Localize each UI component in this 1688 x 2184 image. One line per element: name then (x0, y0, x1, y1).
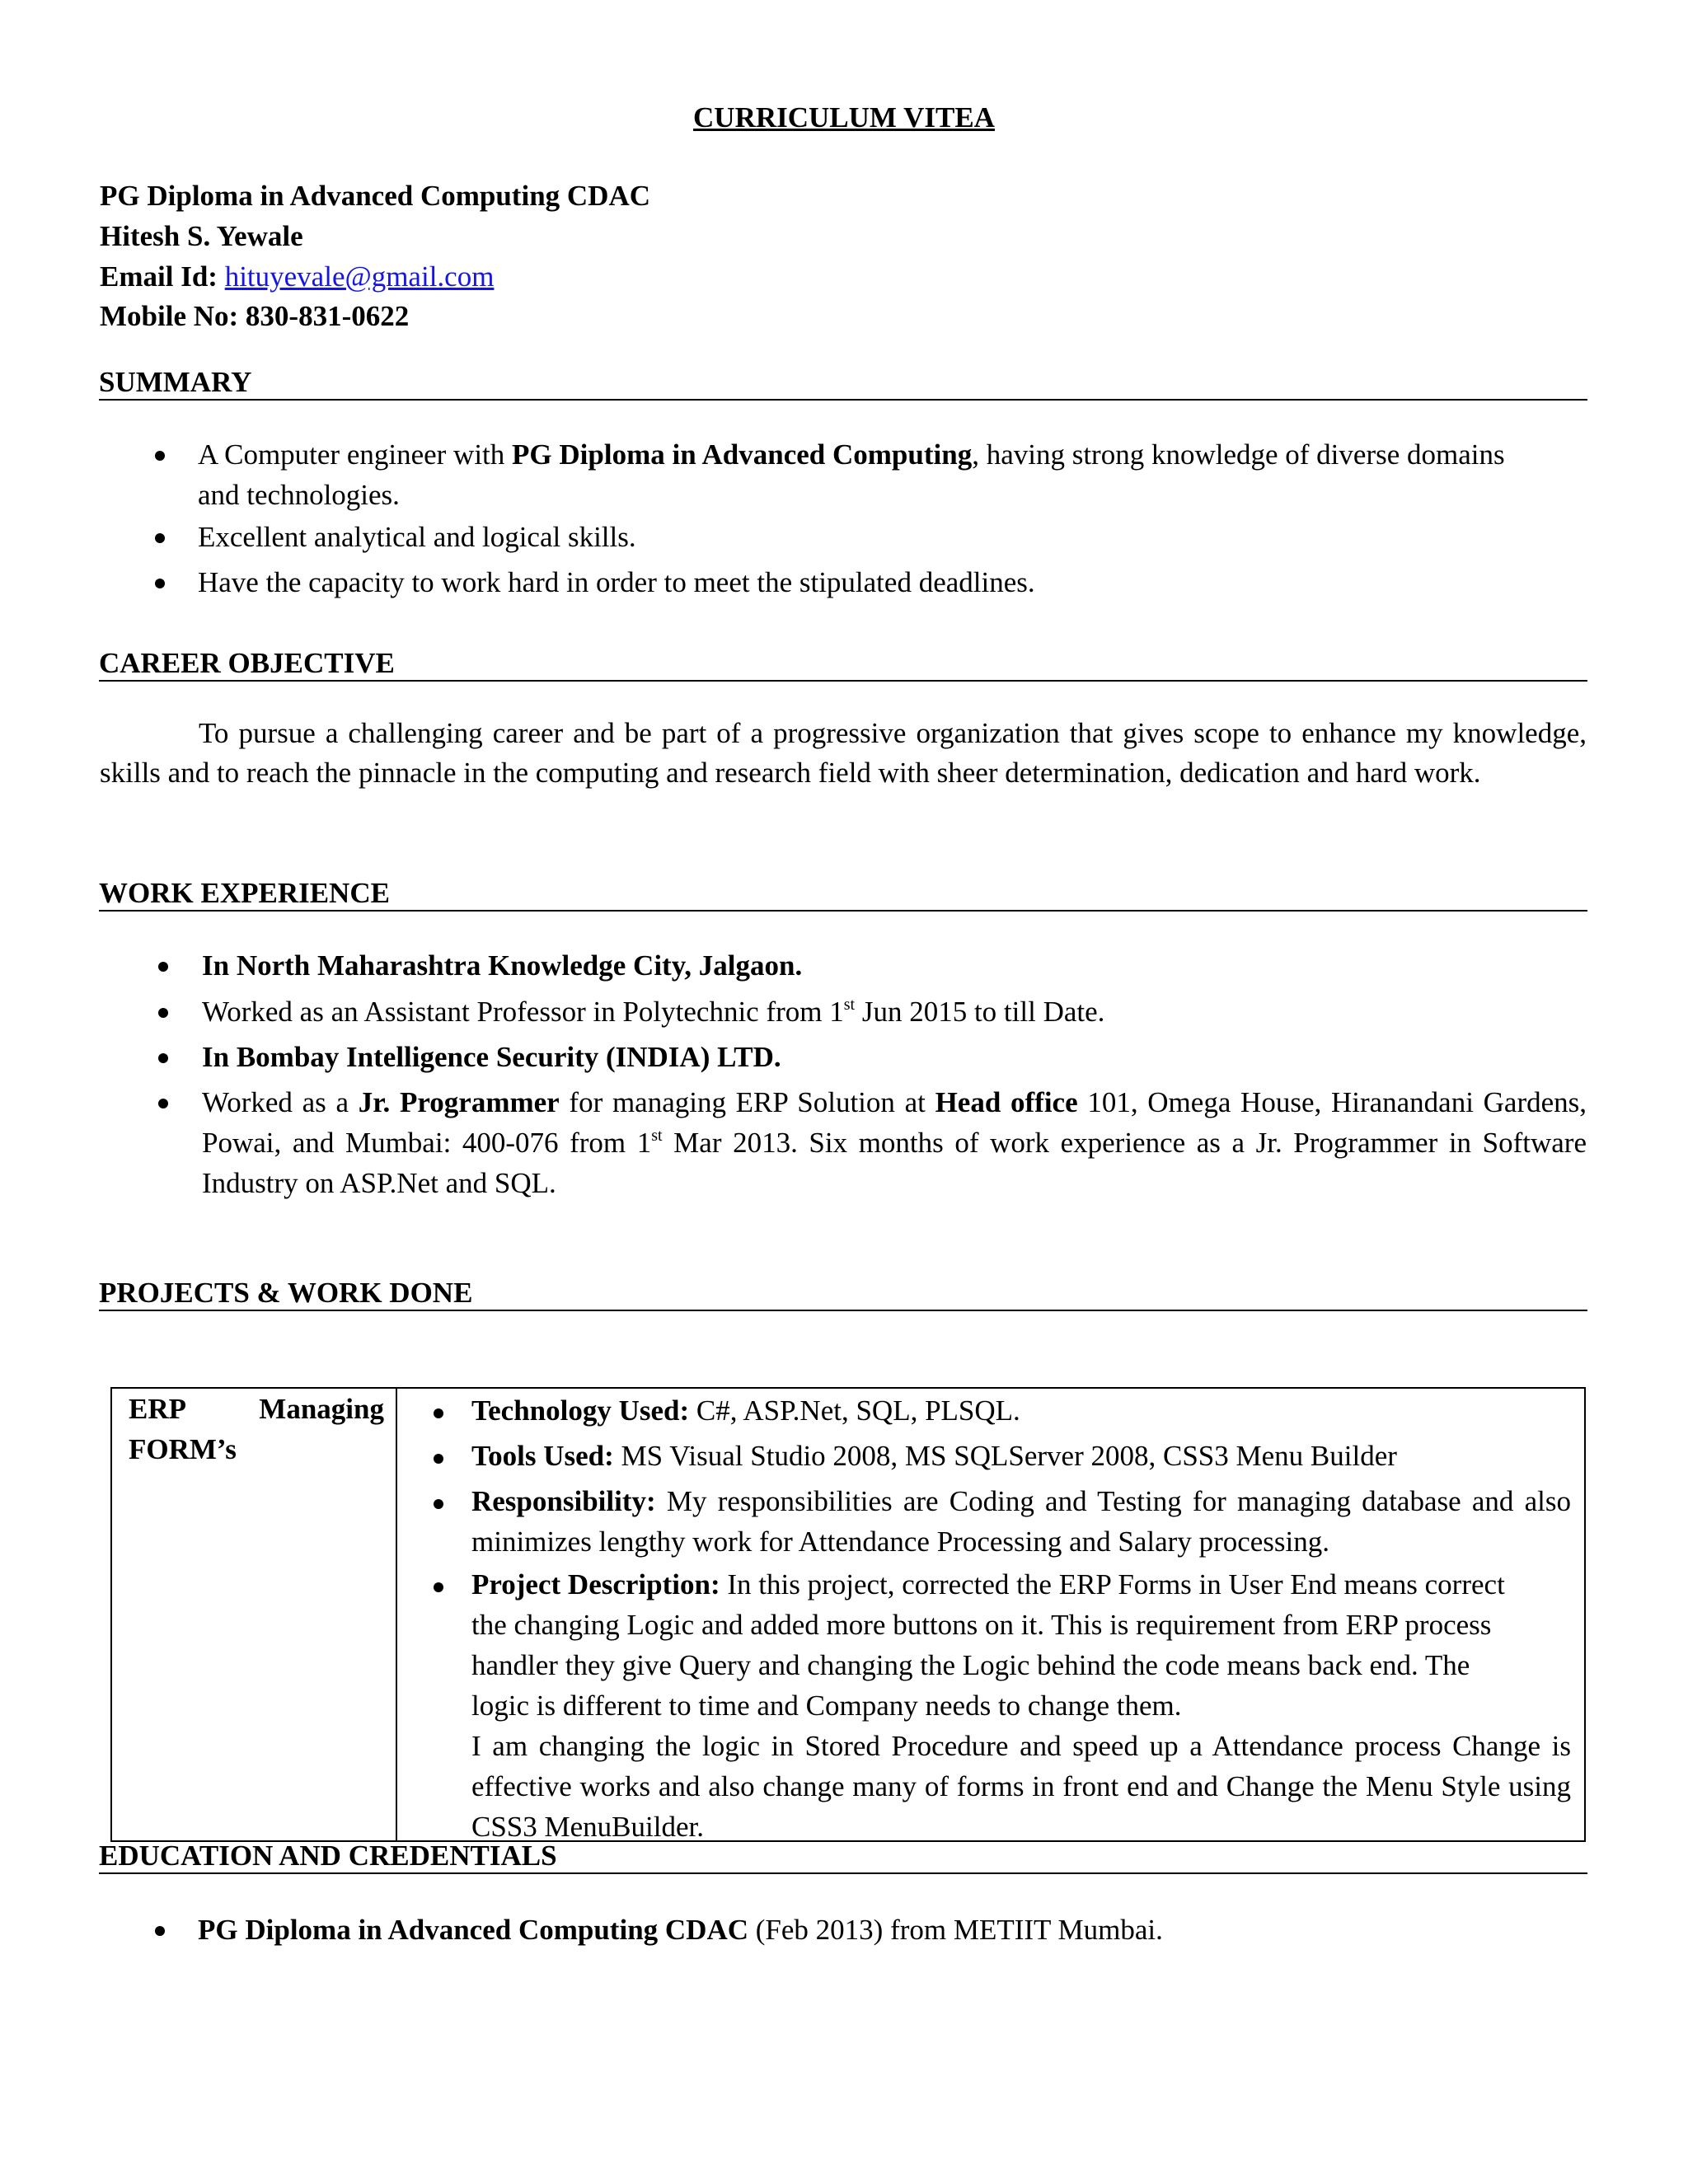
bullet (434, 1499, 443, 1509)
bullet (148, 562, 166, 602)
summary-item-1-line2: and technologies. (198, 479, 400, 511)
email-line (100, 256, 494, 297)
bullet (434, 1454, 443, 1464)
technology-label: Technology Used: (471, 1394, 690, 1427)
email-link[interactable]: hituyevale@gmail.com (224, 260, 495, 293)
work-item-4-e: 101, Omega House, Hiranandani Gardens, Powai, and Mumbai: 400-076 from 1 (202, 1086, 1587, 1159)
section-heading-summary: SUMMARY (99, 366, 1587, 401)
responsibility-label: Responsibility: (471, 1485, 656, 1517)
work-item-2-post: Jun 2015 to till Date. (855, 996, 1105, 1028)
degree-line: PG Diploma in Advanced Computing CDAC (100, 180, 651, 212)
bullet (148, 517, 166, 557)
work-item-2-sup: st (843, 996, 856, 1014)
table-column-divider (396, 1389, 397, 1840)
work-item-1: In North Maharashtra Knowledge City, Jalgaon. (202, 949, 803, 982)
tools-label: Tools Used: (471, 1440, 614, 1472)
project-name-line1 (129, 1389, 384, 1429)
section-heading-work: WORK EXPERIENCE (99, 877, 1587, 912)
description-label: Project Description: (471, 1568, 720, 1601)
bullet (152, 1037, 170, 1077)
project-responsibility (471, 1481, 1571, 1562)
work-item-4-a: Worked as a (202, 1086, 359, 1118)
bullet (434, 1408, 443, 1418)
education-item-1-degree: PG Diploma in Advanced Computing CDAC (198, 1914, 749, 1946)
work-item-4-office: Head office (935, 1086, 1078, 1118)
bullet (152, 945, 170, 986)
responsibility-value: My responsibilities are Coding and Testing for managing database and also minimizes lengthy work for Attendance Processing and Salary processing. (471, 1485, 1571, 1558)
summary-item-2: Excellent analytical and logical skills. (198, 521, 636, 553)
work-item-3: In Bombay Intelligence Security (INDIA) LTD. (202, 1041, 781, 1073)
bullet (148, 1910, 166, 1950)
project-name-line2: FORM’s (129, 1433, 237, 1465)
summary-item-3: Have the capacity to work hard in order to meet the stipulated deadlines. (198, 566, 1035, 598)
description-line1: In this project, corrected the ERP Forms in User End means correct (720, 1568, 1505, 1601)
work-item-4-sup: st (651, 1127, 663, 1145)
description-paragraph2: I am changing the logic in Stored Procedure and speed up a Attendance process Change is effective works and also change many of forms in front end and Change the Menu Style using CSS3 MenuBuilder. (471, 1730, 1571, 1843)
work-item-4-f: Mar 2013. Six months of work experience as a Jr. Programmer in Software Industry on ASP.Net and SQL. (202, 1127, 1587, 1199)
work-item-4 (202, 1082, 1587, 1203)
bullet (434, 1582, 443, 1592)
summary-item-1 (198, 434, 1591, 515)
project-name-word2: Managing (259, 1393, 384, 1425)
bullet (148, 434, 166, 475)
project-name-cell (129, 1389, 384, 1469)
bullet (152, 1082, 170, 1122)
candidate-name: Hitesh S. Yewale (100, 220, 303, 252)
project-technology (471, 1390, 1571, 1431)
technology-value: C#, ASP.Net, SQL, PLSQL. (689, 1394, 1020, 1427)
project-name-word1: ERP (129, 1393, 186, 1425)
project-description (471, 1564, 1571, 1847)
email-label: Email Id: (100, 260, 218, 293)
section-heading-education: EDUCATION AND CREDENTIALS (99, 1840, 1587, 1874)
summary-item-1-post: , having strong knowledge of diverse domains (972, 438, 1505, 471)
tools-value: MS Visual Studio 2008, MS SQLServer 2008, CSS3 Menu Builder (613, 1440, 1397, 1472)
mobile-line: Mobile No: 830-831-0622 (100, 300, 410, 332)
section-heading-objective: CAREER OBJECTIVE (99, 647, 1587, 682)
section-heading-projects: PROJECTS & WORK DONE (99, 1277, 1587, 1311)
description-line3: handler they give Query and changing the Logic behind the code means back end. The (471, 1649, 1470, 1681)
description-line4: logic is different to time and Company needs to change them. (471, 1690, 1182, 1722)
work-item-4-c: for managing ERP Solution at (559, 1086, 935, 1118)
bullet (152, 991, 170, 1032)
project-tools (471, 1436, 1571, 1476)
summary-item-1-bold: PG Diploma in Advanced Computing (512, 438, 973, 471)
education-item-1-rest: (Feb 2013) from METIIT Mumbai. (748, 1914, 1163, 1946)
description-line2: the changing Logic and added more buttons on it. This is requirement from ERP process (471, 1609, 1492, 1641)
summary-item-1-pre: A Computer engineer with (198, 438, 513, 471)
project-table (110, 1387, 1586, 1842)
work-item-2 (202, 991, 1104, 1032)
objective-text: To pursue a challenging career and be part of a progressive organization that gives scope to enhance my knowledge, skills and to reach the pinnacle in the computing and research field with sheer determination, dedication and hard work. (100, 717, 1587, 789)
document-title: CURRICULUM VITEA (693, 101, 995, 134)
work-item-4-role: Jr. Programmer (358, 1086, 560, 1118)
education-item-1 (198, 1910, 1163, 1950)
work-item-2-pre: Worked as an Assistant Professor in Polytechnic from 1 (202, 996, 844, 1028)
